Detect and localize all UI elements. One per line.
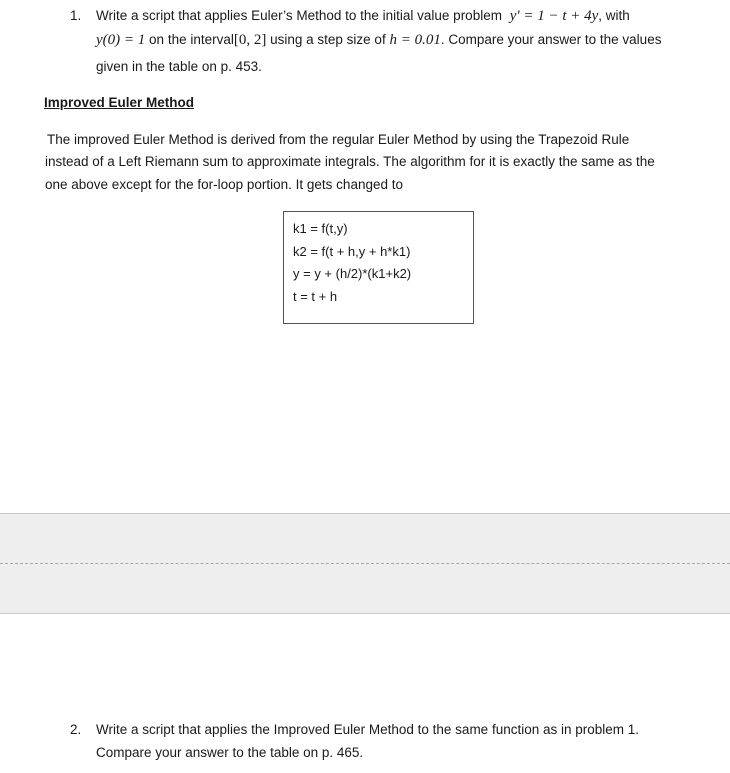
- paragraph-line-3: one above except for the for-loop portion. It gets changed to: [45, 177, 403, 192]
- step-size-equation: h = 0.01: [389, 32, 441, 48]
- problem-2-line-2: Compare your answer to the table on p. 465.: [96, 745, 364, 760]
- code-line-k2: k2 = f(t + h,y + h*k1): [293, 243, 411, 259]
- ivp-equation: y' = 1 − t + 4y: [509, 8, 599, 24]
- problem-1-text: Write a script that applies Euler’s Method to the initial value problem: [96, 8, 502, 23]
- section-heading: Improved Euler Method: [44, 95, 195, 110]
- problem-1-line-2: [96, 32, 661, 49]
- problem-1-line-1: [96, 8, 630, 25]
- step-size-label: using a step size of: [270, 32, 386, 47]
- problem-1-number: 1.: [70, 8, 82, 23]
- problem-2-number: 2.: [70, 722, 82, 737]
- problem-1-line-3: given in the table on p. 453.: [96, 59, 262, 74]
- code-line-y-update: y = y + (h/2)*(k1+k2): [293, 266, 412, 281]
- initial-condition: y(0) = 1: [96, 32, 146, 48]
- code-line-k1: k1 = f(t,y): [293, 221, 348, 236]
- compare-text: . Compare your answer to the values: [440, 32, 662, 47]
- problem-1-with: , with: [598, 8, 630, 23]
- paragraph-line-1: The improved Euler Method is derived from the regular Euler Method by using the Trapezoid Rule: [47, 132, 630, 147]
- interval-value: [0, 2]: [233, 32, 267, 48]
- code-line-t-update: t = t + h: [293, 288, 338, 304]
- paragraph-line-2: instead of a Left Riemann sum to approximate integrals. The algorithm for it is exactly the same as the: [45, 154, 655, 169]
- page-break-divider: [0, 563, 730, 564]
- algorithm-code-box: [283, 211, 474, 324]
- interval-label: on the interval: [149, 32, 234, 47]
- problem-2-line-1: Write a script that applies the Improved Euler Method to the same function as in problem 1.: [96, 722, 640, 737]
